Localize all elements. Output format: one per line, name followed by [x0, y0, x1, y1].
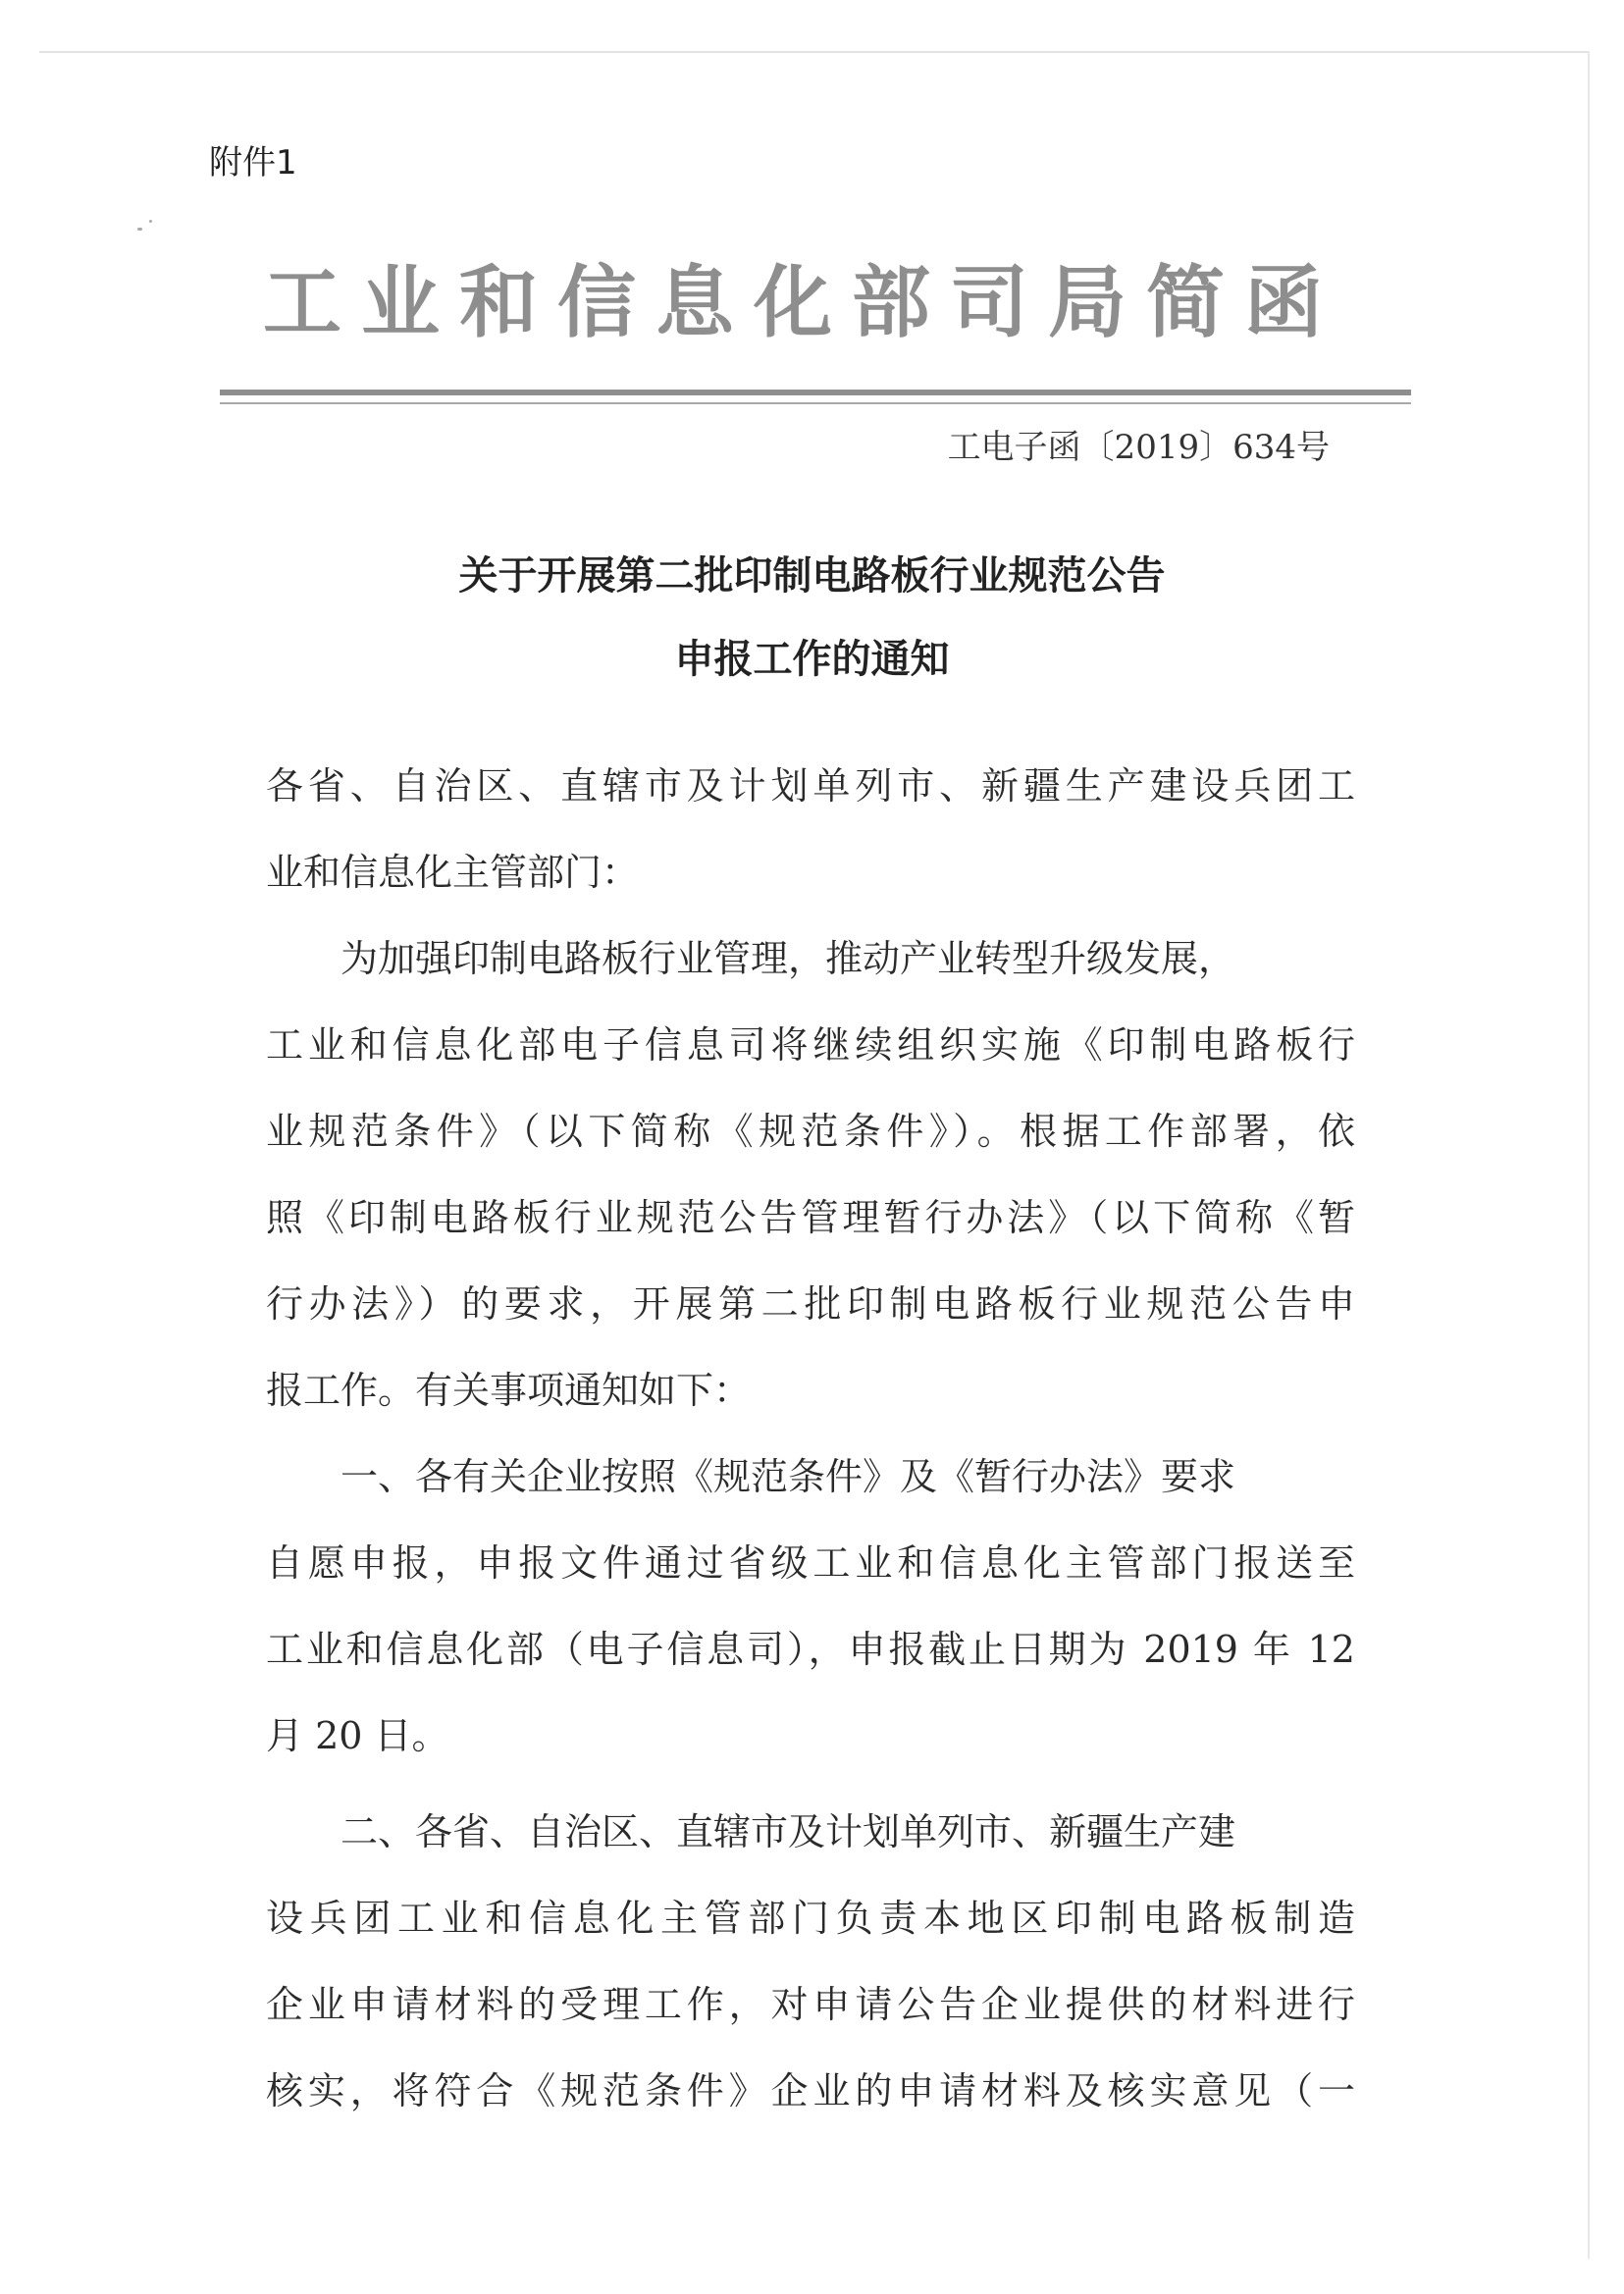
body-line: 一、各有关企业按照《规范条件》及《暂行办法》要求	[266, 1455, 1236, 1498]
notice-title-line: 申报工作的通知	[674, 637, 950, 682]
body-line: 核实，将符合《规范条件》企业的申请材料及核实意见（一	[266, 2069, 1355, 2112]
body-line: 二、各省、自治区、直辖市及计划单列市、新疆生产建	[266, 1810, 1236, 1853]
body-line: 为加强印制电路板行业管理，推动产业转型升级发展，	[266, 937, 1236, 980]
letterhead-title: 工业和信息化部司局简函	[263, 256, 1342, 348]
body-line: 工业和信息化部电子信息司将继续组织实施《印制电路板行	[266, 1023, 1355, 1067]
body-line: 月 20 日。	[266, 1714, 449, 1757]
attachment-label: 附件1	[209, 143, 297, 182]
body-line: 行办法》）的要求，开展第二批印制电路板行业规范公告申	[266, 1282, 1355, 1326]
body-line: 业规范条件》（以下简称《规范条件》）。根据工作部署，依	[266, 1110, 1355, 1153]
body-line: 自愿申报，申报文件通过省级工业和信息化主管部门报送至	[266, 1541, 1355, 1585]
letterhead-rule-thin	[220, 402, 1411, 404]
body-line: 业和信息化主管部门：	[266, 851, 640, 894]
document-number: 工电子函〔2019〕634号	[947, 428, 1330, 467]
scan-edge-top	[39, 51, 1590, 53]
body-line: 照《印制电路板行业规范公告管理暂行办法》（以下简称《暂	[266, 1196, 1355, 1239]
body-line: 设兵团工业和信息化主管部门负责本地区印制电路板制造	[266, 1897, 1355, 1940]
body-line: 企业申请材料的受理工作，对申请公告企业提供的材料进行	[266, 1983, 1355, 2026]
body-line: 各省、自治区、直辖市及计划单列市、新疆生产建设兵团工	[266, 764, 1355, 808]
body-line: 工业和信息化部（电子信息司），申报截止日期为 2019 年 12	[266, 1628, 1355, 1671]
body-line: 报工作。有关事项通知如下：	[266, 1369, 752, 1412]
letterhead-rule-thick	[220, 390, 1411, 395]
scan-edge-right	[1588, 51, 1590, 2259]
scan-speck	[137, 228, 142, 231]
notice-title-line: 关于开展第二批印制电路板行业规范公告	[458, 553, 1166, 599]
scan-speck	[149, 220, 152, 223]
